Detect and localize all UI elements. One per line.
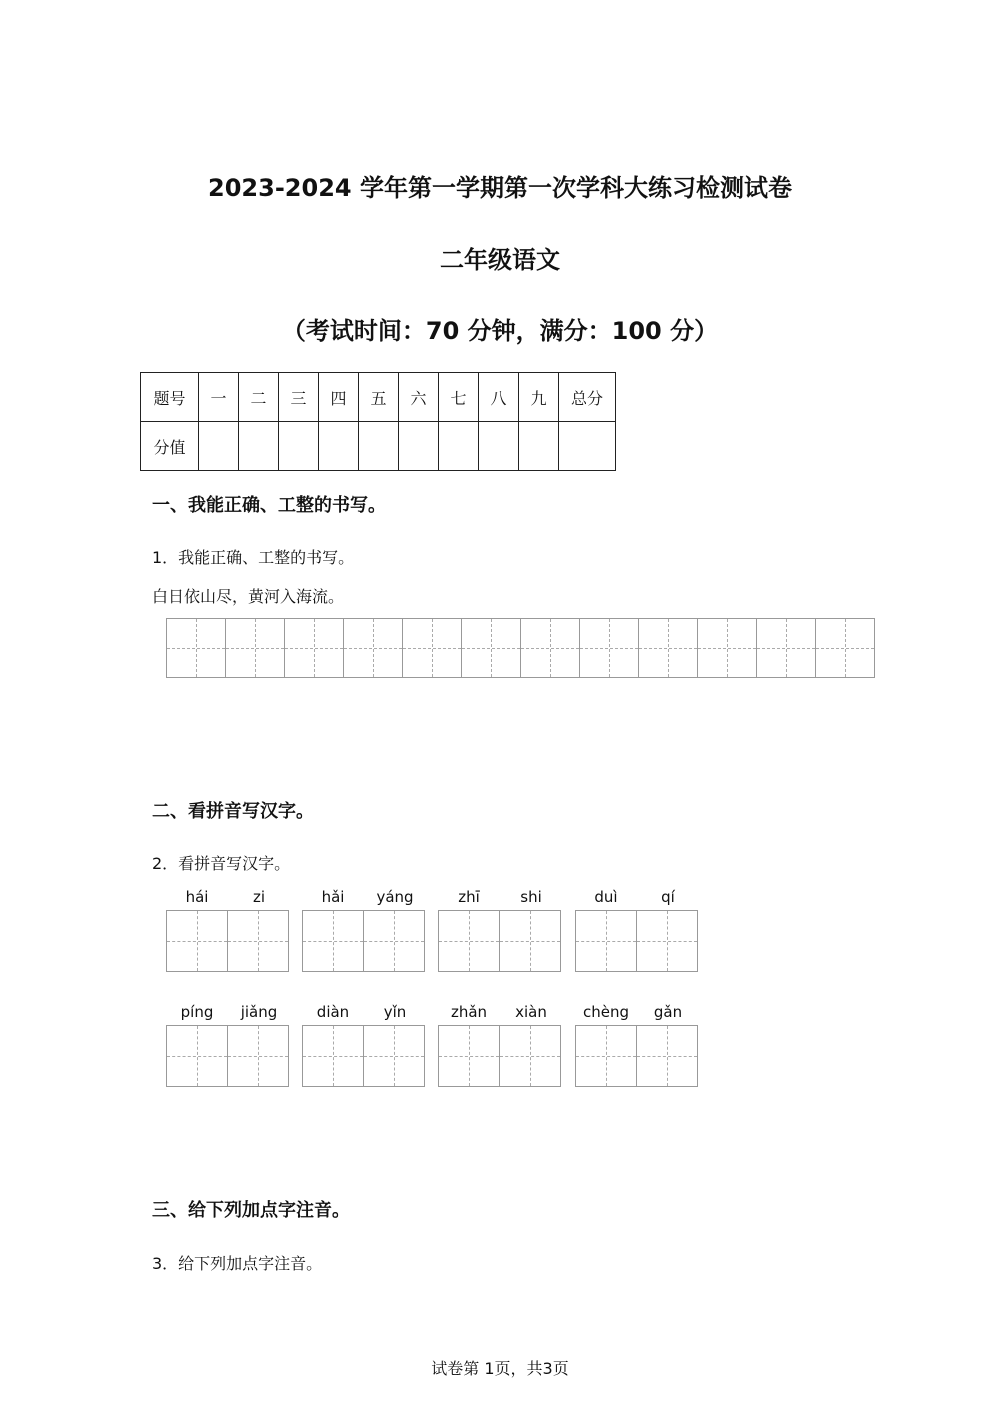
score-header-cell: 三 bbox=[279, 373, 319, 422]
pinyin-word bbox=[166, 1003, 290, 1087]
score-cell[interactable] bbox=[519, 422, 559, 471]
score-header-cell: 总分 bbox=[559, 373, 616, 422]
answer-box[interactable] bbox=[227, 910, 289, 972]
score-row-label: 分值 bbox=[141, 422, 199, 471]
score-cell[interactable] bbox=[279, 422, 319, 471]
pinyin-label: xiàn bbox=[515, 1003, 547, 1021]
writing-box[interactable] bbox=[697, 618, 757, 678]
pinyin-word bbox=[438, 888, 562, 972]
score-cell[interactable] bbox=[359, 422, 399, 471]
score-header-cell: 一 bbox=[199, 373, 239, 422]
score-cell[interactable] bbox=[439, 422, 479, 471]
exam-title: 2023-2024 学年第一学期第一次学科大练习检测试卷 bbox=[208, 174, 792, 202]
section-3-heading: 三、给下列加点字注音。 bbox=[152, 1200, 350, 1221]
pinyin-label: duì bbox=[594, 888, 618, 906]
pinyin-label: chèng bbox=[582, 1003, 629, 1021]
writing-box[interactable] bbox=[579, 618, 639, 678]
writing-box[interactable] bbox=[402, 618, 462, 678]
score-header-cell: 九 bbox=[519, 373, 559, 422]
pinyin-label: zhǎn bbox=[450, 1003, 488, 1021]
score-table-header-row bbox=[141, 373, 616, 422]
pinyin-label: yǐn bbox=[383, 1003, 407, 1021]
subject-title: 二年级语文 bbox=[440, 246, 560, 274]
writing-box[interactable] bbox=[225, 618, 285, 678]
question-2: 2．看拼音写汉字。 bbox=[152, 854, 291, 873]
answer-box[interactable] bbox=[438, 910, 500, 972]
answer-box[interactable] bbox=[575, 1025, 637, 1087]
score-cell[interactable] bbox=[399, 422, 439, 471]
pinyin-label: diàn bbox=[316, 1003, 350, 1021]
score-cell[interactable] bbox=[479, 422, 519, 471]
pinyin-word bbox=[438, 1003, 562, 1087]
poem-line: 白日依山尽，黄河入海流。 bbox=[152, 587, 345, 606]
answer-box[interactable] bbox=[438, 1025, 500, 1087]
answer-box[interactable] bbox=[499, 1025, 561, 1087]
answer-box[interactable] bbox=[166, 1025, 228, 1087]
answer-box[interactable] bbox=[302, 1025, 364, 1087]
score-cell[interactable] bbox=[239, 422, 279, 471]
score-table-value-row bbox=[141, 422, 616, 471]
score-cell[interactable] bbox=[199, 422, 239, 471]
score-cell[interactable] bbox=[319, 422, 359, 471]
score-header-cell: 八 bbox=[479, 373, 519, 422]
writing-grid[interactable] bbox=[166, 618, 874, 678]
question-1: 1．我能正确、工整的书写。 bbox=[152, 548, 355, 567]
writing-box[interactable] bbox=[520, 618, 580, 678]
writing-box[interactable] bbox=[343, 618, 403, 678]
writing-box[interactable] bbox=[284, 618, 344, 678]
pinyin-label: yáng bbox=[376, 888, 414, 906]
section-2-heading: 二、看拼音写汉字。 bbox=[152, 801, 314, 822]
score-header-cell: 四 bbox=[319, 373, 359, 422]
score-header-cell: 七 bbox=[439, 373, 479, 422]
pinyin-word bbox=[302, 888, 426, 972]
pinyin-label: hái bbox=[185, 888, 209, 906]
answer-box[interactable] bbox=[363, 1025, 425, 1087]
writing-box[interactable] bbox=[166, 618, 226, 678]
pinyin-label: jiǎng bbox=[240, 1003, 278, 1021]
score-table bbox=[140, 372, 616, 471]
answer-box[interactable] bbox=[302, 910, 364, 972]
section-1-heading: 一、我能正确、工整的书写。 bbox=[152, 495, 386, 516]
answer-box[interactable] bbox=[575, 910, 637, 972]
pinyin-label: zi bbox=[252, 888, 266, 906]
pinyin-word bbox=[575, 1003, 699, 1087]
pinyin-label: hǎi bbox=[321, 888, 345, 906]
score-cell[interactable] bbox=[559, 422, 616, 471]
answer-box[interactable] bbox=[166, 910, 228, 972]
pinyin-label: shi bbox=[520, 888, 542, 906]
page-footer: 试卷第 1页，共3页 bbox=[431, 1359, 569, 1378]
question-3: 3．给下列加点字注音。 bbox=[152, 1254, 323, 1273]
pinyin-label: qí bbox=[661, 888, 675, 906]
pinyin-label: píng bbox=[180, 1003, 214, 1021]
score-header-cell: 题号 bbox=[141, 373, 199, 422]
answer-box[interactable] bbox=[499, 910, 561, 972]
score-header-cell: 二 bbox=[239, 373, 279, 422]
answer-box[interactable] bbox=[363, 910, 425, 972]
score-header-cell: 五 bbox=[359, 373, 399, 422]
answer-box[interactable] bbox=[636, 910, 698, 972]
pinyin-word bbox=[575, 888, 699, 972]
pinyin-word bbox=[302, 1003, 426, 1087]
writing-box[interactable] bbox=[815, 618, 875, 678]
pinyin-label: gǎn bbox=[653, 1003, 683, 1021]
exam-info: （考试时间：70 分钟，满分：100 分） bbox=[281, 317, 719, 345]
writing-box[interactable] bbox=[756, 618, 816, 678]
pinyin-word bbox=[166, 888, 290, 972]
score-header-cell: 六 bbox=[399, 373, 439, 422]
answer-box[interactable] bbox=[636, 1025, 698, 1087]
writing-box[interactable] bbox=[461, 618, 521, 678]
writing-box[interactable] bbox=[638, 618, 698, 678]
pinyin-label: zhī bbox=[458, 888, 480, 906]
answer-box[interactable] bbox=[227, 1025, 289, 1087]
